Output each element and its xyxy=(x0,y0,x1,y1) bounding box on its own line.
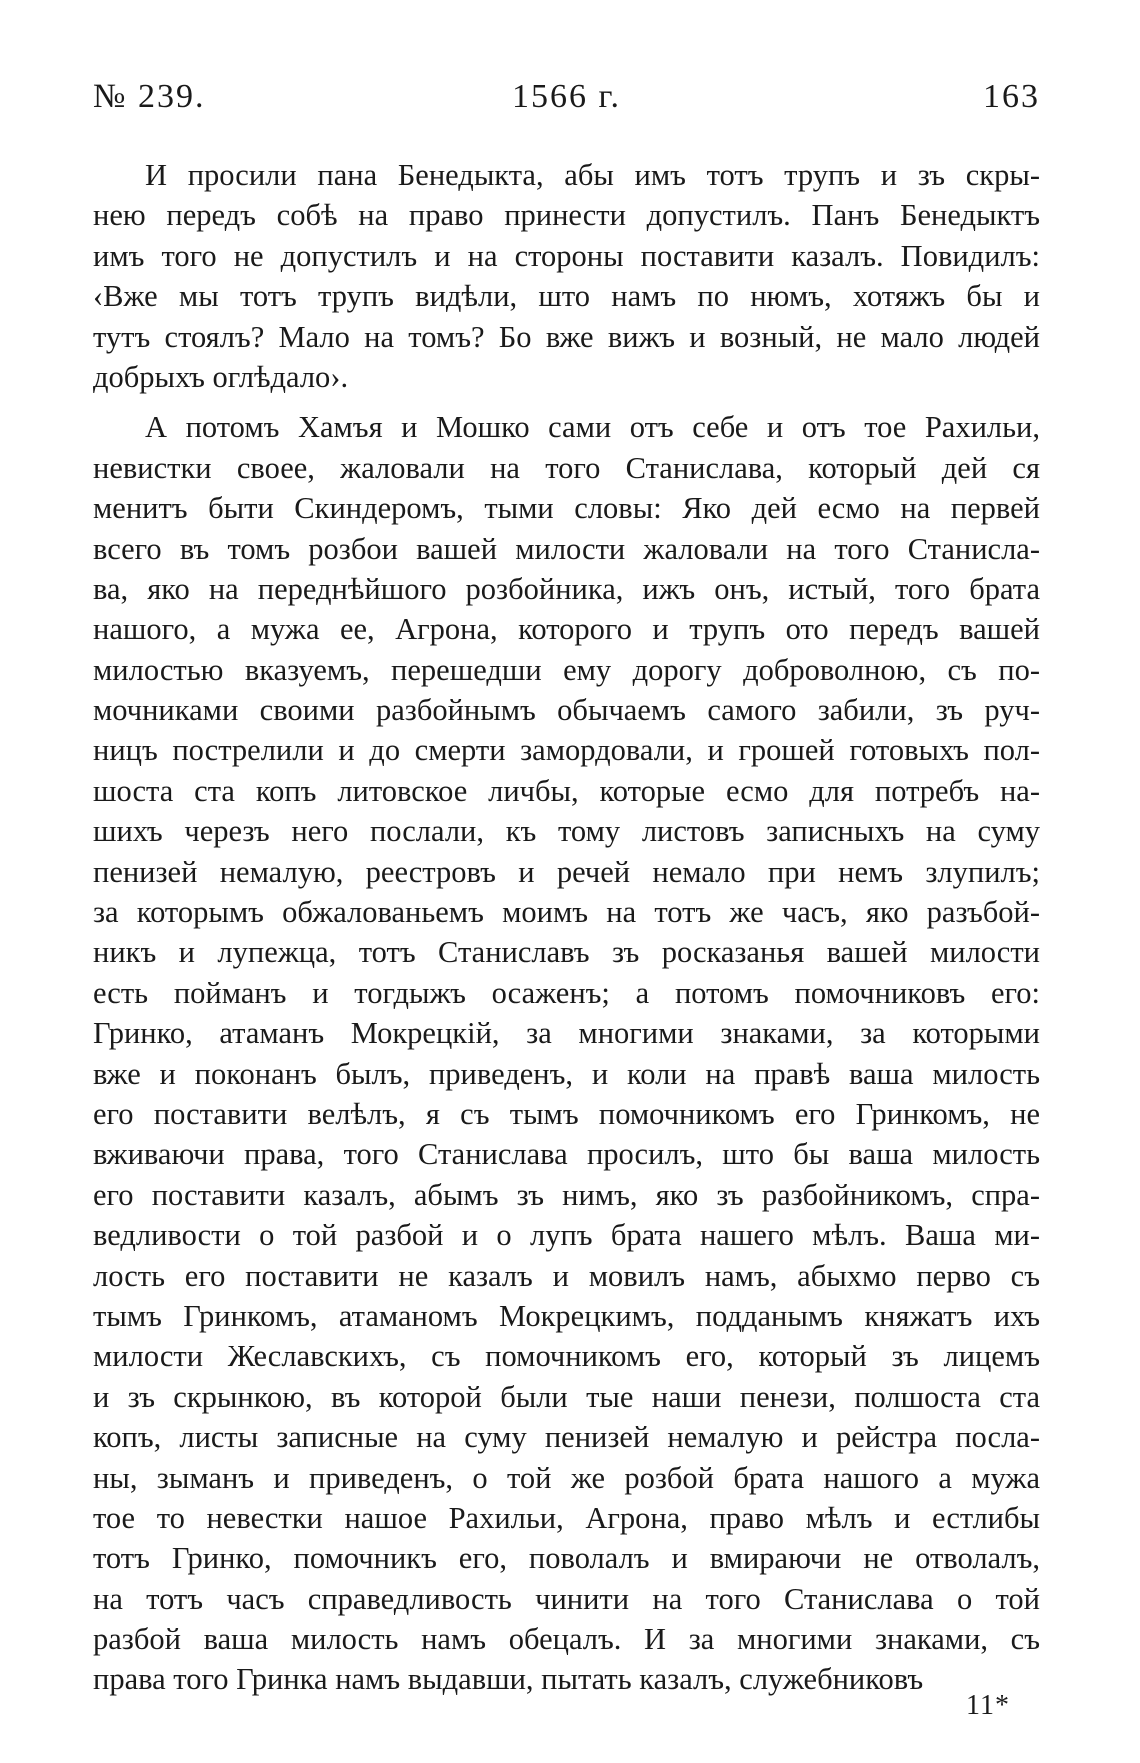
text-line: лость его поставити не казалъ и мовилъ намъ, абыхмо перво съ xyxy=(93,1258,1040,1293)
text-line: пенизей немалую, реестровъ и речей немало при немъ злупилъ; xyxy=(93,854,1040,889)
page-number: 163 xyxy=(983,78,1040,115)
text-line: разбой ваша милость намъ обецалъ. И за многими знаками, съ xyxy=(93,1622,1040,1657)
text-line: всего въ томъ розбои вашей милости жаловали на того Станисла- xyxy=(93,531,1040,566)
text-line: невистки своее, жаловали на того Станислава, который дей ся xyxy=(93,450,1040,485)
text-line: тотъ Гринко, помочникъ его, поволалъ и вмираючи не отволалъ, xyxy=(93,1541,1040,1576)
text-line: ‹Вже мы тотъ трупъ видѣли, што намъ по нюмъ, хотяжъ бы и xyxy=(93,279,1040,314)
text-line: менитъ быти Скиндеромъ, тыми словы: Яко дей есмо на первей xyxy=(93,491,1040,526)
text-line: Гринко, атаманъ Мокрецкій, за многими знаками, за которыми xyxy=(93,1016,1040,1051)
text-line: тымъ Гринкомъ, атаманомъ Мокрецкимъ, подданымъ княжатъ ихъ xyxy=(93,1298,1040,1333)
text-line: его поставити велѣлъ, я съ тымъ помочникомъ его Гринкомъ, не xyxy=(93,1096,1040,1131)
text-line: и зъ скрынкою, въ которой были тые наши пенези, полшоста ста xyxy=(93,1379,1040,1414)
paragraph xyxy=(93,407,1040,1700)
text-line: на тотъ часъ справедливость чинити на того Станислава о той xyxy=(93,1581,1040,1616)
text-line: нашого, а мужа ее, Агрона, которого и трупъ ото передъ вашей xyxy=(93,612,1040,647)
text-line: его поставити казалъ, абымъ зъ нимъ, яко зъ разбойникомъ, спра- xyxy=(93,1177,1040,1212)
text-line: вже и поконанъ былъ, приведенъ, и коли на правѣ ваша милость xyxy=(93,1056,1040,1091)
text-line: ницъ пострелили и до смерти замордовали, и грошей готовыхъ пол- xyxy=(93,733,1040,768)
text-line: за которымъ обжалованьемъ моимъ на тотъ же часъ, яко разъбой- xyxy=(93,895,1040,930)
page-header xyxy=(93,78,1040,122)
document-year: 1566 г. xyxy=(511,78,622,115)
paragraph xyxy=(93,155,1040,397)
text-line: А потомъ Хамъя и Мошко сами отъ себе и отъ тое Рахильи, xyxy=(145,410,1040,445)
text-line: шихъ черезъ него послали, къ тому листовъ записныхъ на суму xyxy=(93,814,1040,849)
text-line: тое то невестки нашое Рахильи, Агрона, право мѣлъ и естлибы xyxy=(93,1500,1040,1535)
text-line: нею передъ собѣ на право принести допустилъ. Панъ Бенедыктъ xyxy=(93,198,1040,233)
body-text xyxy=(93,155,1040,1700)
printer-signature-mark: 11* xyxy=(966,1690,1010,1721)
text-line: И просили пана Бенедыкта, абы имъ тотъ трупъ и зъ скры- xyxy=(145,158,1040,192)
text-line: милости Жеславскихъ, съ помочникомъ его, который зъ лицемъ xyxy=(93,1339,1040,1374)
text-line: вживаючи права, того Станислава просилъ, што бы ваша милость xyxy=(93,1137,1040,1172)
text-line: мочниками своими разбойнымъ обычаемъ самого забили, зъ руч- xyxy=(93,693,1040,728)
text-line: ва, яко на переднѣйшого розбойника, ижъ онъ, истый, того брата xyxy=(93,571,1040,606)
document-number: № 239. xyxy=(93,78,206,115)
text-line: никъ и лупежца, тотъ Станиславъ зъ росказанья вашей милости xyxy=(93,935,1040,970)
text-line: добрыхъ оглѣдало›. xyxy=(93,359,349,394)
text-line: права того Гринка намъ выдавши, пытать казалъ, служебниковъ xyxy=(93,1662,924,1697)
text-line: ведливости о той разбой и о лупъ брата нашего мѣлъ. Ваша ми- xyxy=(93,1218,1040,1253)
text-line: ны, зыманъ и приведенъ, о той же розбой брата нашого а мужа xyxy=(93,1460,1040,1495)
text-line: имъ того не допустилъ и на стороны поставити казалъ. Повидилъ: xyxy=(93,238,1040,273)
text-line: шоста ста копъ литовское личбы, которые есмо для потребъ на- xyxy=(93,773,1040,808)
text-line: тутъ стоялъ? Мало на томъ? Бо вже вижъ и возный, не мало людей xyxy=(93,319,1040,354)
text-line: милостью вказуемъ, перешедши ему дорогу доброволною, съ по- xyxy=(93,652,1040,687)
text-line: есть пойманъ и тогдыжъ осаженъ; а потомъ помочниковъ его: xyxy=(93,975,1040,1010)
text-line: копъ, листы записные на суму пенизей немалую и рейстра посла- xyxy=(93,1420,1040,1455)
